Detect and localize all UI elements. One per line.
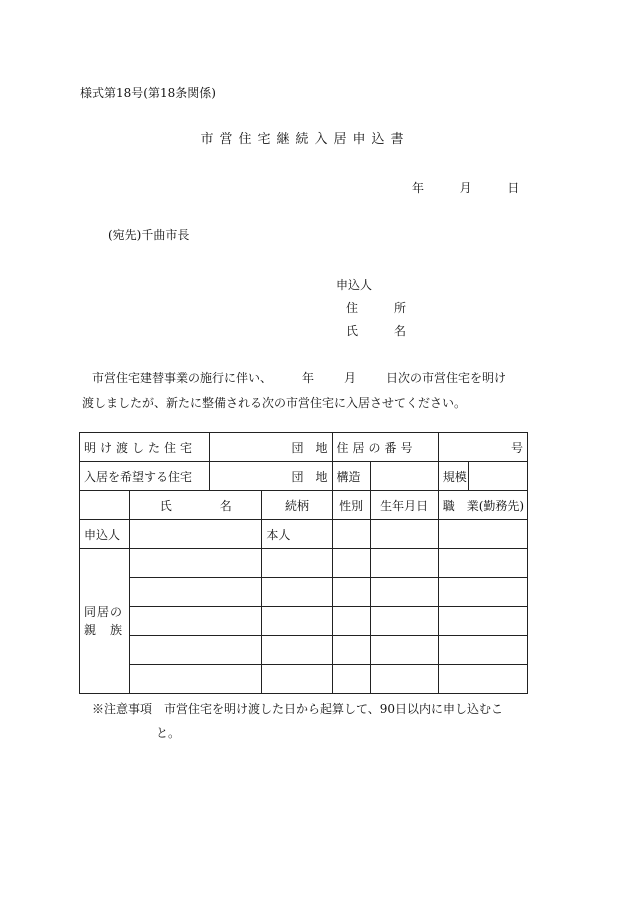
applicant-address-label: 住 所 — [346, 301, 419, 315]
table-header-row — [80, 491, 528, 520]
applicant-block — [336, 274, 418, 343]
family-relation-field[interactable] — [262, 549, 332, 578]
family-job-field[interactable] — [438, 578, 527, 607]
scale-label: 規模 — [438, 462, 468, 491]
header-sex: 性別 — [332, 491, 370, 520]
family-birth-field[interactable] — [370, 665, 438, 694]
structure-field[interactable] — [370, 462, 438, 491]
family-relation-field[interactable] — [262, 665, 332, 694]
table-row-family — [80, 578, 528, 607]
body-text-part: 市営住宅建替事業の施行に伴い、 — [92, 371, 273, 385]
family-job-field[interactable] — [438, 665, 527, 694]
family-birth-field[interactable] — [370, 607, 438, 636]
notice-line-1: ※注意事項 市営住宅を明け渡した日から起算して、90日以内に申し込むこ — [92, 702, 504, 716]
form-number: 様式第18号(第18条関係) — [80, 86, 216, 100]
family-name-field[interactable] — [130, 665, 262, 694]
family-job-field[interactable] — [438, 549, 527, 578]
notice-line-2: と。 — [156, 726, 181, 740]
header-relation: 続柄 — [262, 491, 332, 520]
table-row-family — [80, 665, 528, 694]
family-name-field[interactable] — [130, 636, 262, 665]
room-number-field[interactable] — [438, 433, 527, 462]
document-title: 市営住宅継続入居申込書 — [200, 132, 410, 147]
application-table — [79, 432, 528, 694]
applicant-sex-field[interactable] — [332, 520, 370, 549]
family-label: 同居の親 族 — [80, 549, 130, 694]
date-year: 年 — [412, 181, 425, 195]
family-sex-field[interactable] — [332, 665, 370, 694]
body-month: 月 — [344, 371, 357, 385]
room-number-label: 住居の番号 — [332, 433, 438, 462]
family-sex-field[interactable] — [332, 549, 370, 578]
family-relation-field[interactable] — [262, 578, 332, 607]
applicant-name-label: 氏 名 — [346, 324, 419, 338]
applicant-job-field[interactable] — [438, 520, 527, 549]
applicant-relation: 本人 — [262, 520, 332, 549]
table-row-family — [80, 607, 528, 636]
applicant-name-field[interactable] — [130, 520, 262, 549]
table-row-desired — [80, 462, 528, 491]
date-day: 日 — [507, 181, 520, 195]
addressee: (宛先)千曲市長 — [108, 228, 190, 242]
family-name-field[interactable] — [130, 578, 262, 607]
body-line-2: 渡しましたが、新たに整備される次の市営住宅に入居させてください。 — [82, 396, 467, 410]
family-name-field[interactable] — [130, 549, 262, 578]
body-line-1 — [92, 366, 537, 391]
applicant-label: 申込人 — [336, 278, 373, 292]
header-birth: 生年月日 — [370, 491, 438, 520]
vacated-danchi-field[interactable] — [210, 433, 332, 462]
desired-danchi-field[interactable] — [210, 462, 332, 491]
scale-field[interactable] — [468, 462, 527, 491]
danchi-label: 団 地 — [291, 469, 328, 484]
applicant-row-label: 申込人 — [80, 520, 130, 549]
family-birth-field[interactable] — [370, 578, 438, 607]
vacated-housing-label: 明け渡した住宅 — [80, 433, 210, 462]
body-year: 年 — [302, 371, 315, 385]
table-row-family — [80, 636, 528, 665]
applicant-birth-field[interactable] — [370, 520, 438, 549]
body-text-part: 日次の市営住宅を明け — [386, 371, 507, 385]
family-relation-field[interactable] — [262, 636, 332, 665]
family-sex-field[interactable] — [332, 578, 370, 607]
family-sex-field[interactable] — [332, 636, 370, 665]
table-row-family — [80, 549, 528, 578]
header-job: 職 業(勤務先) — [438, 491, 527, 520]
header-blank — [80, 491, 130, 520]
notice — [92, 697, 503, 745]
danchi-label: 団 地 — [291, 440, 328, 455]
table-row-applicant — [80, 520, 528, 549]
header-name: 氏 名 — [130, 491, 262, 520]
body-text — [82, 366, 537, 416]
family-birth-field[interactable] — [370, 549, 438, 578]
table-row-vacated — [80, 433, 528, 462]
go-label: 号 — [510, 440, 523, 455]
desired-housing-label: 入居を希望する住宅 — [80, 462, 210, 491]
family-job-field[interactable] — [438, 607, 527, 636]
family-relation-field[interactable] — [262, 607, 332, 636]
date-line — [412, 179, 519, 196]
structure-label: 構造 — [332, 462, 370, 491]
family-birth-field[interactable] — [370, 636, 438, 665]
family-sex-field[interactable] — [332, 607, 370, 636]
date-month: 月 — [459, 181, 472, 195]
family-name-field[interactable] — [130, 607, 262, 636]
family-job-field[interactable] — [438, 636, 527, 665]
